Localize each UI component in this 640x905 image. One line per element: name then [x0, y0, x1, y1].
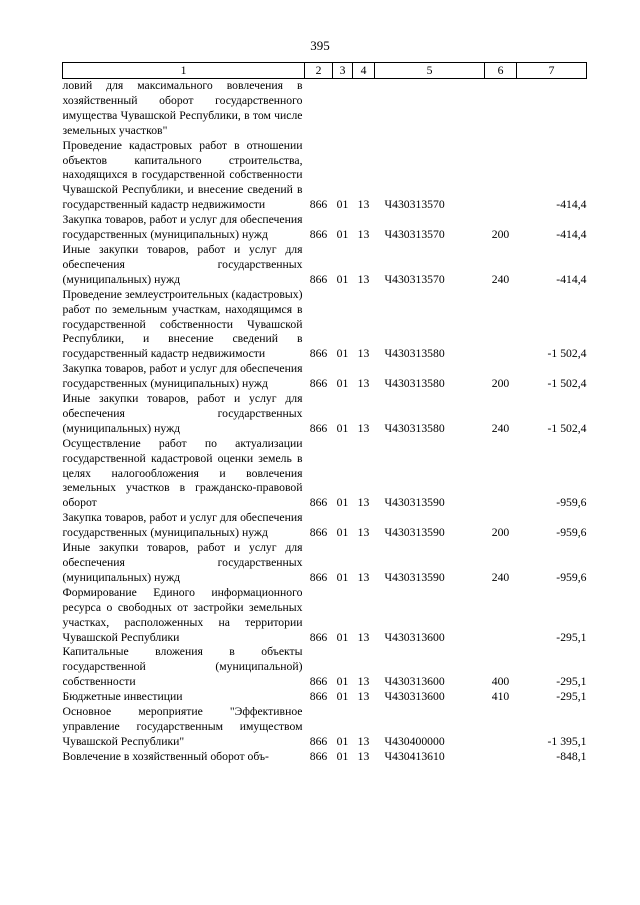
row-admin-code: 866 — [309, 526, 328, 540]
table-row — [63, 586, 587, 646]
row-description: Осуществление работ по актуализации государственной кадастровой оценки земель в целях налогообложения и вовлечения земельных участков в гражданско-правовой оборот — [62, 436, 303, 510]
row-description: Проведение кадастровых работ в отношении объектов капитального строительства, находящихся в государственной собственности Чувашской Республики, и внесение сведений в государственный кадастр недвижимости — [62, 138, 303, 212]
row-amount: -1 502,4 — [547, 377, 587, 391]
table-row — [63, 139, 587, 214]
row-description: Капитальные вложения в объекты государственной (муниципальной) собственности — [62, 645, 303, 689]
table-row — [63, 243, 587, 288]
row-amount: -959,6 — [556, 570, 587, 584]
table-row — [63, 362, 587, 392]
row-section — [333, 79, 353, 139]
table-row — [63, 288, 587, 363]
row-amount: -959,6 — [556, 496, 587, 510]
row-admin-code: 866 — [309, 496, 328, 510]
row-amount: -295,1 — [556, 675, 587, 689]
row-section: 01 — [336, 272, 349, 286]
table-row — [63, 750, 587, 765]
row-expense-type — [485, 705, 517, 750]
row-description: Проведение землеустроительных (кадастровых) работ по земельным участкам, находящимся в государственной собственности Чувашской Республики, и внесение сведений в государственный кадастр недвижимости — [62, 287, 303, 361]
row-subsection: 13 — [357, 377, 370, 391]
row-amount: -1 502,4 — [547, 421, 587, 435]
row-description: Закупка товаров, работ и услуг для обеспечения государственных (муниципальных) нужд — [62, 511, 303, 540]
row-description: Вовлечение в хозяйственный оборот объ- — [62, 749, 269, 763]
row-description: Основное мероприятие "Эффективное управление государственным имуществом Чувашской Республики" — [62, 705, 303, 748]
row-section: 01 — [336, 675, 349, 689]
header-cell-4: 4 — [353, 63, 375, 79]
header-cell-1: 1 — [63, 63, 305, 79]
row-section: 01 — [336, 630, 349, 644]
table-row — [63, 392, 587, 437]
row-description: Иные закупки товаров, работ и услуг для обеспечения государственных (муниципальных) нужд — [62, 541, 303, 584]
row-subsection: 13 — [357, 347, 370, 361]
row-subsection: 13 — [357, 570, 370, 584]
row-section: 01 — [336, 421, 349, 435]
row-expense-type — [485, 139, 517, 214]
row-target-code: Ч430413610 — [384, 749, 445, 763]
row-amount: -295,1 — [556, 690, 587, 704]
row-amount: -1 502,4 — [547, 347, 587, 361]
row-admin-code: 866 — [309, 630, 328, 644]
row-expense-type: 200 — [491, 377, 510, 391]
row-section: 01 — [336, 749, 349, 763]
row-description: Формирование Единого информационного ресурса о свободных от застройки земельных участках, расположенных на территории Чувашской Республики — [62, 585, 303, 644]
row-section: 01 — [336, 734, 349, 748]
row-subsection: 13 — [357, 690, 370, 704]
row-admin-code — [305, 79, 333, 139]
table-row — [63, 213, 587, 243]
row-expense-type — [485, 750, 517, 765]
header-cell-2: 2 — [305, 63, 333, 79]
row-target-code: Ч430313570 — [384, 198, 445, 212]
row-target-code: Ч430313600 — [384, 630, 445, 644]
row-expense-type — [485, 437, 517, 512]
row-expense-type: 200 — [491, 228, 510, 242]
row-description: Закупка товаров, работ и услуг для обеспечения государственных (муниципальных) нужд — [62, 362, 303, 391]
header-cell-7: 7 — [517, 63, 587, 79]
row-target-code: Ч430313580 — [384, 421, 445, 435]
row-expense-type: 200 — [491, 526, 510, 540]
table-row — [63, 79, 587, 139]
row-expense-type — [485, 288, 517, 363]
row-admin-code: 866 — [309, 570, 328, 584]
row-section: 01 — [336, 690, 349, 704]
row-target-code: Ч430313570 — [384, 272, 445, 286]
row-amount: -1 395,1 — [547, 734, 587, 748]
row-amount: -414,4 — [556, 198, 587, 212]
row-expense-type — [485, 586, 517, 646]
row-description: Иные закупки товаров, работ и услуг для обеспечения государственных (муниципальных) нужд — [62, 242, 303, 286]
row-admin-code: 866 — [309, 421, 328, 435]
row-description: Иные закупки товаров, работ и услуг для обеспечения государственных (муниципальных) нужд — [62, 392, 303, 435]
row-subsection: 13 — [357, 421, 370, 435]
row-amount: -414,4 — [556, 228, 587, 242]
header-row — [63, 63, 587, 79]
page-number: 395 — [310, 38, 330, 53]
row-target-code: Ч430313600 — [384, 690, 445, 704]
row-description: Закупка товаров, работ и услуг для обеспечения государственных (муниципальных) нужд — [62, 213, 303, 242]
row-expense-type: 410 — [491, 690, 510, 704]
row-section: 01 — [336, 526, 349, 540]
row-admin-code: 866 — [309, 734, 328, 748]
row-target-code: Ч430313580 — [384, 347, 445, 361]
row-subsection: 13 — [357, 272, 370, 286]
row-target-code — [375, 79, 485, 139]
row-expense-type: 240 — [491, 570, 510, 584]
row-target-code: Ч430313590 — [384, 496, 445, 510]
row-subsection: 13 — [357, 228, 370, 242]
row-subsection: 13 — [357, 749, 370, 763]
row-target-code: Ч430313590 — [384, 526, 445, 540]
row-expense-type: 400 — [491, 675, 510, 689]
table-row — [63, 437, 587, 512]
row-subsection: 13 — [357, 198, 370, 212]
row-expense-type: 240 — [491, 272, 510, 286]
header-cell-5: 5 — [375, 63, 485, 79]
header-cell-3: 3 — [333, 63, 353, 79]
row-subsection — [353, 79, 375, 139]
row-section: 01 — [336, 228, 349, 242]
table-row — [63, 541, 587, 586]
row-expense-type — [485, 79, 517, 139]
row-section: 01 — [336, 570, 349, 584]
row-admin-code: 866 — [309, 272, 328, 286]
row-amount: -295,1 — [556, 630, 587, 644]
row-subsection: 13 — [357, 496, 370, 510]
row-admin-code: 866 — [309, 690, 328, 704]
header-cell-6: 6 — [485, 63, 517, 79]
row-amount — [517, 79, 587, 139]
row-section: 01 — [336, 377, 349, 391]
row-target-code: Ч430400000 — [384, 734, 445, 748]
row-admin-code: 866 — [309, 749, 328, 763]
row-subsection: 13 — [357, 675, 370, 689]
row-description: ловий для максимального вовлечения в хозяйственный оборот государственного имущества Чувашской Республики, в том числе земельных участков" — [62, 79, 303, 137]
table-row — [63, 511, 587, 541]
row-section: 01 — [336, 198, 349, 212]
row-subsection: 13 — [357, 526, 370, 540]
row-subsection: 13 — [357, 630, 370, 644]
row-target-code: Ч430313580 — [384, 377, 445, 391]
row-target-code: Ч430313570 — [384, 228, 445, 242]
row-admin-code: 866 — [309, 377, 328, 391]
table-row — [63, 645, 587, 690]
row-expense-type: 240 — [491, 421, 510, 435]
budget-table — [62, 62, 587, 765]
table-row — [63, 705, 587, 750]
row-target-code: Ч430313600 — [384, 675, 445, 689]
row-section: 01 — [336, 496, 349, 510]
row-admin-code: 866 — [309, 347, 328, 361]
row-admin-code: 866 — [309, 228, 328, 242]
row-amount: -959,6 — [556, 526, 587, 540]
row-section: 01 — [336, 347, 349, 361]
table-row — [63, 690, 587, 705]
row-admin-code: 866 — [309, 675, 328, 689]
row-subsection: 13 — [357, 734, 370, 748]
row-target-code: Ч430313590 — [384, 570, 445, 584]
row-description: Бюджетные инвестиции — [62, 690, 183, 704]
row-admin-code: 866 — [309, 198, 328, 212]
row-amount: -414,4 — [556, 272, 587, 286]
row-amount: -848,1 — [556, 749, 587, 763]
